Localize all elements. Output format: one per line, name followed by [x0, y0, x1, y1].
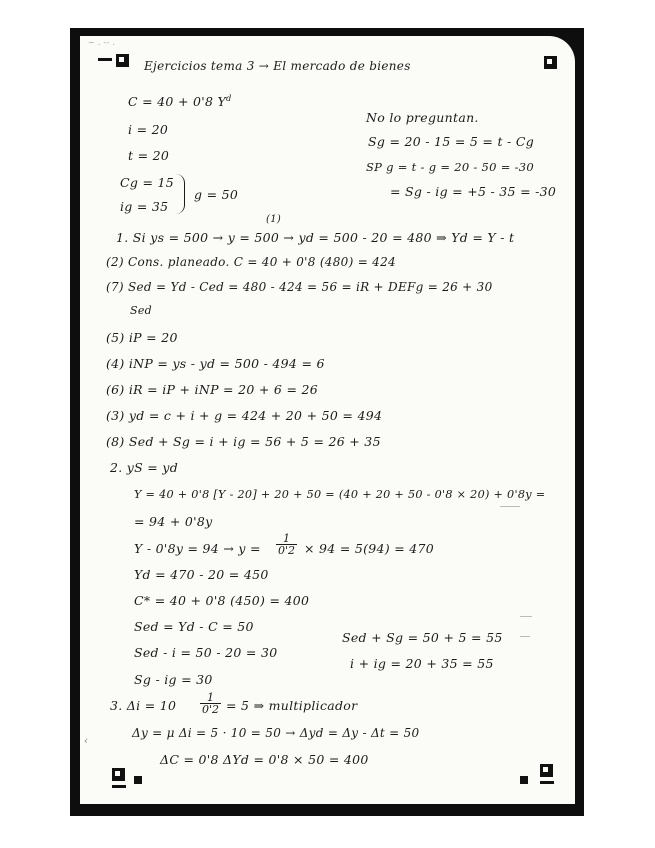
header-bar-mark — [98, 58, 112, 61]
note-public-surplus: SP g = t - g = 20 - 50 = -30 — [366, 160, 535, 174]
data-line-consumption: C = 40 + 0'8 $Y^d$ — [128, 94, 232, 110]
note-public-surplus-alt: = Sg - ig = +5 - 35 = -30 — [390, 184, 557, 199]
bottom-right-square-mark — [520, 776, 528, 784]
annotation-one: (1) — [266, 214, 282, 225]
solution-line-8: (3) yd = c + i + g = 424 + 20 + 50 = 494 — [106, 408, 383, 423]
solution-line-19: Sg - ig = 30 — [134, 672, 213, 687]
note-public-saving: Sg = 20 - 15 = 5 = t - Cg — [368, 134, 535, 149]
corner-marker-bottom-left-icon — [112, 768, 125, 781]
corner-marker-top-left-icon — [116, 54, 129, 67]
solution-line-1: 1. Si ys = 500 → y = 500 → yd = 500 - 20 = 480 ⇒ Yd = Y - t — [116, 230, 515, 245]
solution-line-23: ΔC = 0'8 ΔYd = 0'8 × 50 = 400 — [160, 752, 369, 767]
solution-line-15: Yd = 470 - 20 = 450 — [134, 567, 269, 582]
solution-line-11: Y = 40 + 0'8 [Y - 20] + 20 + 50 = (40 + 20 + 50 - 0'8 × 20) + 0'8y = — [134, 488, 546, 501]
fraction-multiplier-two: $\frac{1}{0'2}$ — [202, 691, 220, 716]
side-equation-saving: Sed + Sg = 50 + 5 = 55 — [342, 630, 503, 645]
scan-speck — [520, 616, 532, 617]
solution-line-4: Sed — [130, 304, 152, 317]
bottom-left-square-mark — [134, 776, 142, 784]
fraction-multiplier: $\frac{1}{0'2}$ — [278, 532, 296, 557]
solution-line-16: C* = 40 + 0'8 (450) = 400 — [134, 593, 310, 608]
brace-mark — [176, 174, 185, 214]
solution-line-18: Sed - i = 50 - 20 = 30 — [134, 645, 278, 660]
solution-line-7: (6) iR = iP + iNP = 20 + 6 = 26 — [106, 382, 319, 397]
solution-line-22: Δy = μ Δi = 5 · 10 = 50 → Δyd = Δy - Δt = 50 — [132, 726, 420, 740]
solution-line-9: (8) Sed + Sg = i + ig = 56 + 5 = 26 + 35 — [106, 434, 381, 449]
top-left-note: ~ . -- . — [88, 38, 116, 47]
solution-line-10: 2. yS = yd — [110, 460, 179, 475]
solution-line-6: (4) iNP = ys - yd = 500 - 494 = 6 — [106, 356, 325, 371]
solution-line-12: = 94 + 0'8y — [134, 514, 213, 529]
solution-line-2: (2) Cons. planeado. C = 40 + 0'8 (480) = 424 — [106, 255, 396, 269]
solution-line-20: 3. Δi = 10 — [110, 698, 177, 713]
data-line-taxes: t = 20 — [128, 148, 170, 163]
corner-marker-bottom-right-icon — [540, 764, 553, 777]
note-not-asked: No lo preguntan. — [366, 110, 479, 125]
notebook-page — [80, 36, 575, 804]
margin-mark: ‹ — [84, 736, 89, 747]
scan-speck — [500, 506, 520, 507]
solution-line-21: = 5 ⇒ multiplicador — [226, 698, 358, 713]
scan-speck — [520, 636, 530, 637]
solution-line-13: Y - 0'8y = 94 → y = — [134, 541, 261, 556]
solution-line-14: × 94 = 5(94) = 470 — [304, 541, 435, 556]
data-line-public-investment: ig = 35 — [120, 199, 169, 214]
side-equation-investment: i + ig = 20 + 35 = 55 — [350, 656, 494, 671]
data-line-investment: i = 20 — [128, 122, 169, 137]
data-line-public-consumption: Cg = 15 — [120, 175, 174, 190]
solution-line-17: Sed = Yd - C = 50 — [134, 619, 254, 634]
page-title: Ejercicios tema 3 → El mercado de bienes — [144, 59, 411, 73]
solution-line-5: (5) iP = 20 — [106, 330, 178, 345]
data-line-government-spending: g = 50 — [194, 187, 239, 202]
bottom-left-bar-mark — [112, 785, 126, 788]
corner-marker-top-right-icon — [544, 56, 557, 69]
solution-line-3: (7) Sed = Yd - Ced = 480 - 424 = 56 = iR + DEFg = 26 + 30 — [106, 280, 493, 294]
bottom-right-bar-mark — [540, 781, 554, 784]
